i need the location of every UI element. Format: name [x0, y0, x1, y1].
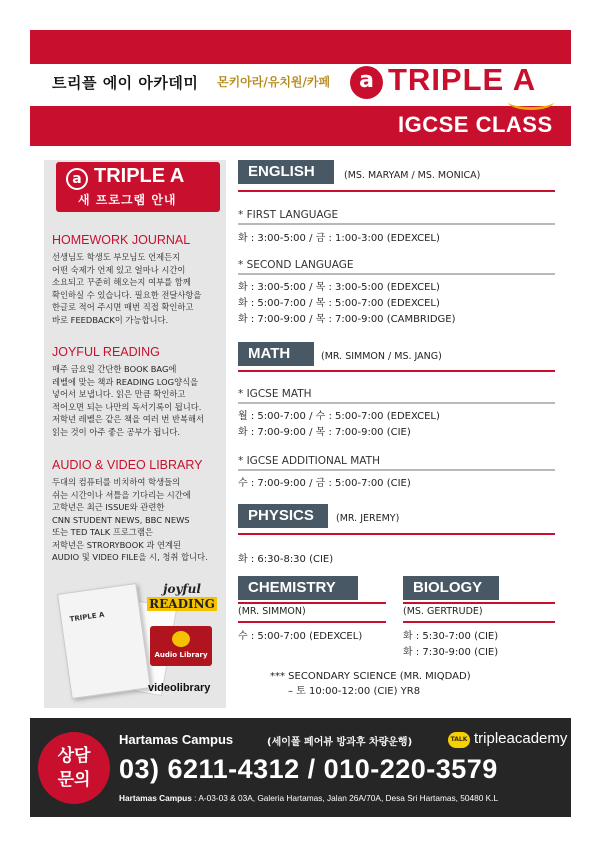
heading-second-language: * SECOND LANGUAGE	[238, 259, 354, 271]
journal-book-image	[57, 583, 151, 699]
divider-second-language	[238, 273, 555, 275]
secondary-science-schedule: – 토 10:00-12:00 (CIE) YR8	[288, 686, 421, 697]
schedule-second-language-3: 화 : 7:00-9:00 / 목 : 7:00-9:00 (CAMBRIDGE)	[238, 314, 456, 325]
logo-text: TRIPLE A	[388, 62, 537, 97]
headphones-icon	[172, 631, 190, 647]
kakaotalk-icon: TALK	[448, 732, 470, 748]
section-title-reading: JOYFUL READING	[52, 345, 160, 359]
schedule-igcse-math-1: 월 : 5:00-7:00 / 수 : 5:00-7:00 (EDEXCEL)	[238, 411, 440, 422]
logo-swoosh-icon	[508, 94, 554, 110]
class-title: IGCSE CLASS	[398, 112, 553, 137]
campus-address	[119, 793, 498, 803]
schedule-additional-math-1: 수 : 7:00-9:00 / 금 : 5:00-7:00 (CIE)	[238, 478, 411, 489]
schedule-chemistry-1: 수 : 5:00-7:00 (EDEXCEL)	[238, 631, 363, 642]
divider-math	[238, 370, 555, 372]
schedule-biology-2: 화 : 7:30-9:00 (CIE)	[403, 647, 499, 658]
divider-biology	[403, 602, 555, 604]
schedule-first-language-1: 화 : 3:00-5:00 / 금 : 1:00-3:00 (EDEXCEL)	[238, 233, 440, 244]
teachers-english: (MS. MARYAM / MS. MONICA)	[344, 170, 481, 181]
audio-library-label: Audio Library	[154, 651, 208, 659]
divider-chemistry	[238, 602, 386, 604]
consult-badge	[38, 732, 110, 804]
badge-subtitle: 새 프로그램 안내	[78, 193, 177, 207]
teachers-biology: (MS. GERTRUDE)	[403, 606, 483, 617]
heading-additional-math: * IGCSE ADDITIONAL MATH	[238, 455, 380, 467]
divider-igcse-math	[238, 402, 555, 404]
book-title: TRIPLE A	[69, 610, 105, 624]
schedule-second-language-2: 화 : 5:00-7:00 / 목 : 5:00-7:00 (EDEXCEL)	[238, 298, 440, 309]
tag-english: ENGLISH	[238, 160, 334, 184]
heading-igcse-math: * IGCSE MATH	[238, 388, 312, 400]
section-body-reading: 매주 금요일 간단한 BOOK BAG에 레벨에 맞는 책과 READING LOG양식을 넣어서 보냅니다. 읽은 만큼 확인하고 적어오면 되는 나만의 독서기록이 됩니다. 저학년 레벨은 같은 책을 여러 번 반복해서 읽는 것이 아주 좋은 공부가 됩니다.	[52, 364, 205, 437]
joyful-word: joyful	[163, 582, 201, 596]
secondary-science-title: *** SECONDARY SCIENCE (MR. MIQDAD)	[270, 671, 471, 682]
address-text: : A-03-03 & 03A, Galeria Hartamas, Jalan 26A/70A, Desa Sri Hartamas, 50480 K.L	[191, 793, 499, 803]
divider-chemistry-2	[238, 621, 386, 623]
divider-biology-2	[403, 621, 555, 623]
heading-first-language: * FIRST LANGUAGE	[238, 209, 339, 221]
audio-library-logo	[150, 626, 212, 666]
tag-biology: BIOLOGY	[403, 576, 499, 600]
reading-word: READING	[149, 597, 215, 611]
schedule-igcse-math-2: 화 : 7:00-9:00 / 목 : 7:00-9:00 (CIE)	[238, 427, 411, 438]
section-body-library: 두대의 컴퓨터를 비치하여 학생들의 쉬는 시간이나 셔틀을 기다리는 시간에 고학년은 최근 ISSUE와 관련한 CNN STUDENT NEWS, BBC NEWS 또는 TED TALK 프로그램은 저학년은 STRORYBOOK 과 연계된 AUDIO 및 VIDEO FILE을 시, 청취 합니다.	[52, 477, 208, 562]
schedule-biology-1: 화 : 5:30-7:00 (CIE)	[403, 631, 499, 642]
consult-word-2: 문의	[57, 770, 91, 790]
campus-shuttle-note: (세이폴 페어뷰 방과후 차량운행)	[267, 737, 413, 748]
joyful-reading-logo	[146, 582, 218, 611]
video-library-logo: videolibrary	[148, 682, 211, 694]
tag-physics: PHYSICS	[238, 504, 328, 528]
schedule-physics-1: 화 : 6:30-8:30 (CIE)	[238, 554, 334, 565]
flyer-page	[30, 30, 571, 817]
kakaotalk-id[interactable]: tripleacademy	[474, 730, 568, 747]
address-label: Hartamas Campus	[119, 793, 192, 803]
tag-math: MATH	[238, 342, 314, 366]
teachers-math: (MR. SIMMON / MS. JANG)	[321, 351, 442, 362]
program-badge	[44, 160, 226, 216]
schedule-second-language-1: 화 : 3:00-5:00 / 목 : 3:00-5:00 (EDEXCEL)	[238, 282, 440, 293]
campus-name: Hartamas Campus	[119, 732, 234, 747]
tag-chemistry: CHEMISTRY	[238, 576, 358, 600]
divider-english	[238, 190, 555, 192]
contact-footer	[30, 718, 571, 817]
academy-locations: 몬키아라/유치원/카페	[217, 75, 331, 89]
badge-logo-icon: a	[66, 168, 88, 190]
academy-name-kr: 트리플 에이 아카데미	[52, 74, 199, 92]
phone-numbers[interactable]: 03) 6211-4312 / 010-220-3579	[119, 754, 498, 784]
teachers-chemistry: (MR. SIMMON)	[238, 606, 306, 617]
section-body-homework: 선생님도 학생도 부모님도 언제든지 어떤 숙제가 언제 있고 얼마나 시간이 소요되고 꾸준히 해오는지 여부를 함께 확인하실 수 있습니다. 필요한 전달사항을 한글로 적어 주시면 매번 직접 확인하고 바로 FEEDBACK이 가능합니다.	[52, 252, 202, 325]
logo-a-icon: a	[350, 66, 383, 99]
consult-word-1: 상담	[57, 746, 91, 766]
divider-first-language	[238, 223, 555, 225]
teachers-physics: (MR. JEREMY)	[336, 513, 400, 524]
divider-additional-math	[238, 469, 555, 471]
badge-title: TRIPLE A	[94, 165, 185, 187]
divider-physics	[238, 533, 555, 535]
section-title-homework: HOMEWORK JOURNAL	[52, 233, 191, 247]
section-title-library: AUDIO & VIDEO LIBRARY	[52, 458, 203, 472]
